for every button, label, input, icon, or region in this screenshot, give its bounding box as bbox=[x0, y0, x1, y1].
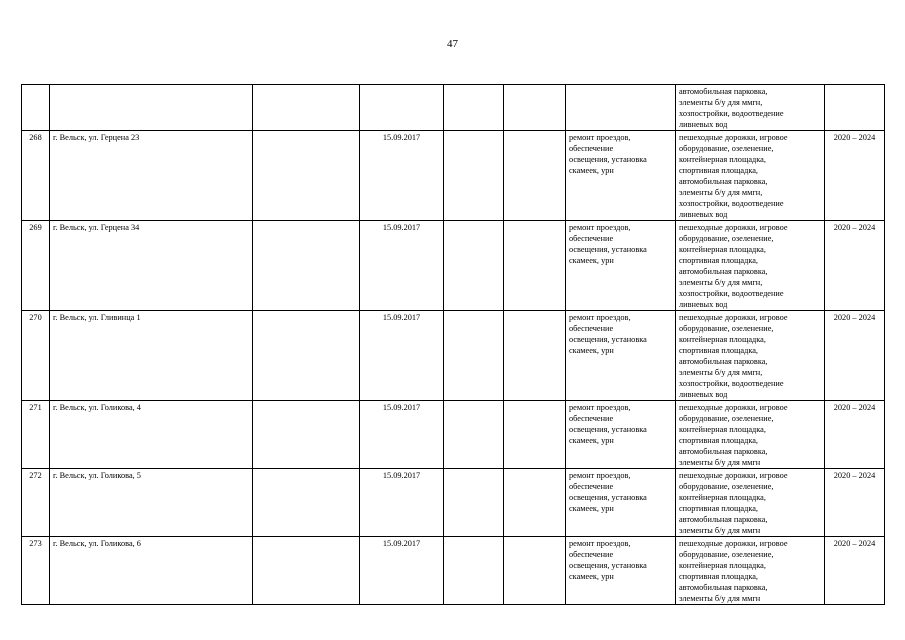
cell-works: ремонт проездов, обеспечение освещения, установка скамеек, урн bbox=[566, 221, 676, 311]
cell-date: 15.09.2017 bbox=[360, 221, 444, 311]
cell-date bbox=[360, 85, 444, 131]
cell-period: 2020 – 2024 bbox=[825, 311, 885, 401]
cell-empty bbox=[444, 469, 504, 537]
cell-number: 273 bbox=[22, 537, 50, 605]
cell-works: ремонт проездов, обеспечение освещения, установка скамеек, урн bbox=[566, 401, 676, 469]
cell-works: ремонт проездов, обеспечение освещения, установка скамеек, урн bbox=[566, 131, 676, 221]
cell-number: 269 bbox=[22, 221, 50, 311]
table-row bbox=[22, 311, 885, 401]
cell-address: г. Вельск, ул. Голикова, 5 bbox=[50, 469, 253, 537]
cell-empty bbox=[504, 221, 566, 311]
cell-address: г. Вельск, ул. Голикова, 4 bbox=[50, 401, 253, 469]
cell-number: 268 bbox=[22, 131, 50, 221]
cell-empty bbox=[504, 85, 566, 131]
cell-empty bbox=[253, 85, 360, 131]
cell-address: г. Вельск, ул. Герцена 23 bbox=[50, 131, 253, 221]
table-row bbox=[22, 401, 885, 469]
cell-empty bbox=[504, 311, 566, 401]
cell-address: г. Вельск, ул. Герцена 34 bbox=[50, 221, 253, 311]
cell-empty bbox=[444, 221, 504, 311]
cell-extra-works: пешеходные дорожки, игровое оборудование, озеленение, контейнерная площадка, спортивная площадка, автомобильная парковка, элементы б/у для ммгн, хозпостройки, водоотведение ливневых вод bbox=[676, 131, 825, 221]
cell-empty bbox=[253, 537, 360, 605]
table-row bbox=[22, 537, 885, 605]
cell-empty bbox=[444, 311, 504, 401]
cell-number bbox=[22, 85, 50, 131]
table-row-continuation bbox=[22, 85, 885, 131]
cell-period: 2020 – 2024 bbox=[825, 401, 885, 469]
cell-works: ремонт проездов, обеспечение освещения, установка скамеек, урн bbox=[566, 469, 676, 537]
cell-extra-works: пешеходные дорожки, игровое оборудование, озеленение, контейнерная площадка, спортивная площадка, автомобильная парковка, элементы б/у для ммгн bbox=[676, 537, 825, 605]
cell-date: 15.09.2017 bbox=[360, 131, 444, 221]
cell-number: 271 bbox=[22, 401, 50, 469]
cell-empty bbox=[444, 85, 504, 131]
cell-period: 2020 – 2024 bbox=[825, 469, 885, 537]
cell-number: 270 bbox=[22, 311, 50, 401]
cell-empty bbox=[253, 401, 360, 469]
cell-date: 15.09.2017 bbox=[360, 401, 444, 469]
cell-empty bbox=[444, 131, 504, 221]
cell-date: 15.09.2017 bbox=[360, 469, 444, 537]
cell-address: г. Вельск, ул. Гливинца 1 bbox=[50, 311, 253, 401]
cell-date: 15.09.2017 bbox=[360, 311, 444, 401]
cell-works: ремонт проездов, обеспечение освещения, установка скамеек, урн bbox=[566, 537, 676, 605]
cell-extra-works: автомобильная парковка, элементы б/у для ммгн, хозпостройки, водоотведение ливневых вод bbox=[676, 85, 825, 131]
cell-empty bbox=[253, 469, 360, 537]
cell-address: г. Вельск, ул. Голикова, 6 bbox=[50, 537, 253, 605]
cell-extra-works: пешеходные дорожки, игровое оборудование, озеленение, контейнерная площадка, спортивная площадка, автомобильная парковка, элементы б/у для ммгн bbox=[676, 469, 825, 537]
cell-empty bbox=[504, 537, 566, 605]
cell-date: 15.09.2017 bbox=[360, 537, 444, 605]
cell-empty bbox=[253, 311, 360, 401]
table-row bbox=[22, 131, 885, 221]
cell-period: 2020 – 2024 bbox=[825, 537, 885, 605]
cell-empty bbox=[504, 401, 566, 469]
cell-empty bbox=[253, 221, 360, 311]
cell-empty bbox=[504, 469, 566, 537]
cell-extra-works: пешеходные дорожки, игровое оборудование, озеленение, контейнерная площадка, спортивная площадка, автомобильная парковка, элементы б/у для ммгн, хозпостройки, водоотведение ливневых вод bbox=[676, 311, 825, 401]
cell-extra-works: пешеходные дорожки, игровое оборудование, озеленение, контейнерная площадка, спортивная площадка, автомобильная парковка, элементы б/у для ммгн, хозпостройки, водоотведение ливневых вод bbox=[676, 221, 825, 311]
cell-empty bbox=[253, 131, 360, 221]
table-row bbox=[22, 221, 885, 311]
cell-works: ремонт проездов, обеспечение освещения, установка скамеек, урн bbox=[566, 311, 676, 401]
cell-period bbox=[825, 85, 885, 131]
table-body bbox=[22, 85, 885, 605]
cell-empty bbox=[444, 401, 504, 469]
courtyards-table bbox=[21, 84, 885, 605]
cell-address bbox=[50, 85, 253, 131]
cell-empty bbox=[444, 537, 504, 605]
cell-period: 2020 – 2024 bbox=[825, 221, 885, 311]
page-number: 47 bbox=[447, 38, 458, 50]
cell-empty bbox=[504, 131, 566, 221]
cell-works bbox=[566, 85, 676, 131]
cell-extra-works: пешеходные дорожки, игровое оборудование, озеленение, контейнерная площадка, спортивная площадка, автомобильная парковка, элементы б/у для ммгн bbox=[676, 401, 825, 469]
cell-period: 2020 – 2024 bbox=[825, 131, 885, 221]
table-row bbox=[22, 469, 885, 537]
cell-number: 272 bbox=[22, 469, 50, 537]
